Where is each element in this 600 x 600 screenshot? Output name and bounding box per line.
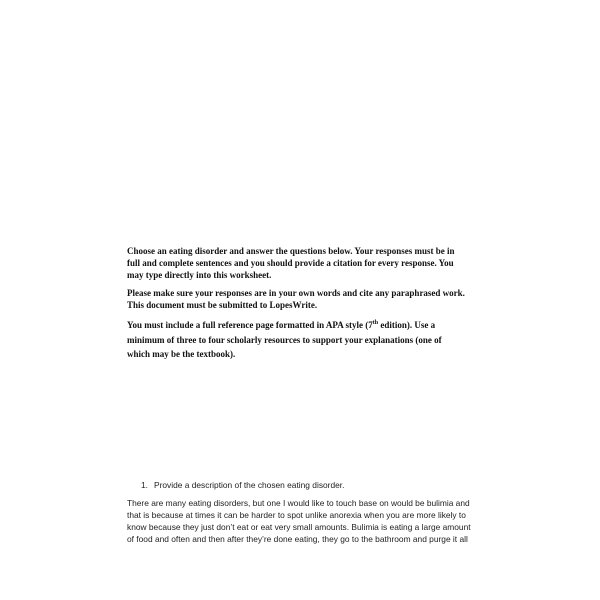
superscript: th	[372, 320, 379, 326]
instruction-line: which may be the textbook).	[127, 349, 236, 359]
instruction-line: Please make sure your responses are in your own words and cite any paraphrased work.	[127, 288, 465, 298]
instruction-line	[127, 320, 435, 330]
answer-line: of food and often and then after they’re done eating, they go to the bathroom and purge it all	[127, 534, 468, 544]
answer-line: There are many eating disorders, but one I would like to touch base on would be bulimia and	[127, 498, 470, 508]
question-number: 1.	[141, 480, 148, 490]
instruction-line: may type directly into this worksheet.	[127, 270, 272, 280]
answer-line: know because they just don’t eat or eat very small amounts. Bulimia is eating a large amount	[127, 522, 471, 532]
question-text: Provide a description of the chosen eating disorder.	[154, 480, 345, 490]
instruction-line: Choose an eating disorder and answer the questions below. Your responses must be in	[127, 246, 455, 256]
text: edition). Use a	[378, 320, 436, 330]
instruction-line: This document must be submitted to LopesWrite.	[127, 300, 318, 310]
instruction-line: full and complete sentences and you should provide a citation for every response. You	[127, 258, 454, 268]
instruction-line: minimum of three to four scholarly resources to support your explanations (one of	[127, 335, 442, 345]
text: You must include a full reference page formatted in APA style (7	[127, 320, 373, 330]
answer-line: that is because at times it can be harder to spot unlike anorexia when you are more likely to	[127, 510, 466, 520]
